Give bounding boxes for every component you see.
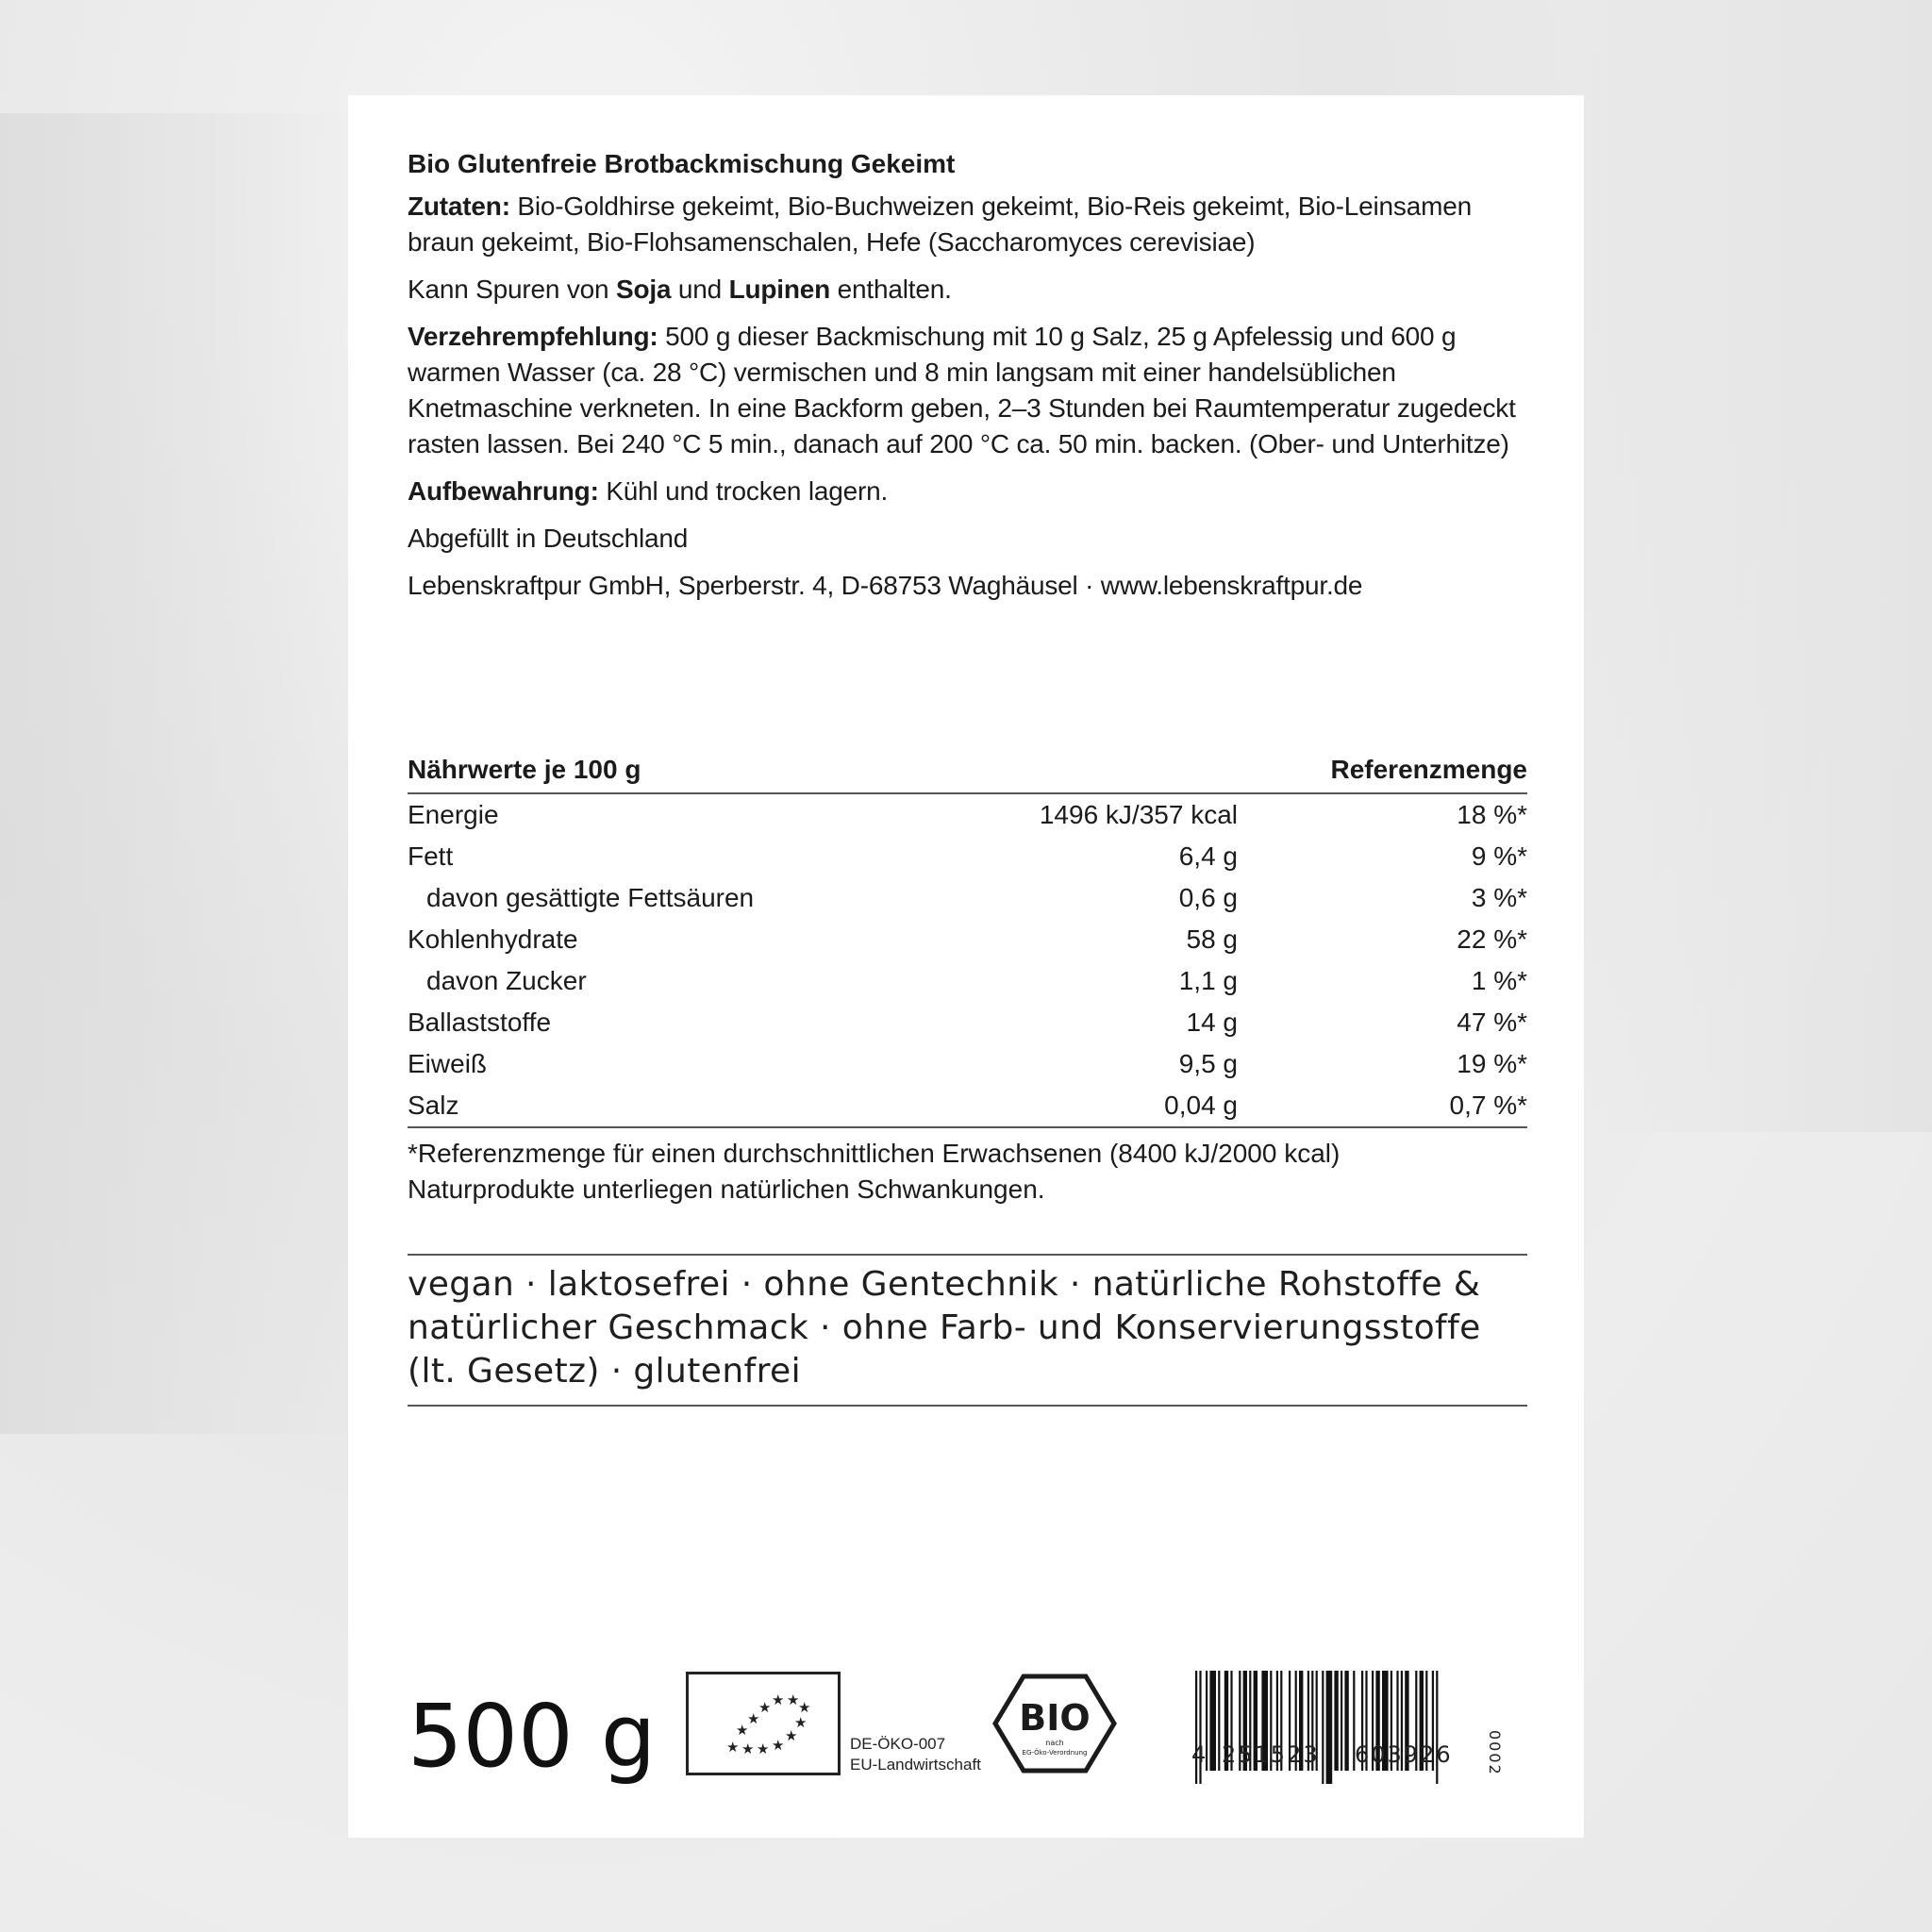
svg-text:★: ★ — [726, 1739, 740, 1756]
background-shadow — [0, 113, 358, 1434]
barcode-bar — [1341, 1671, 1342, 1771]
storage — [408, 474, 1530, 509]
barcode-bar — [1326, 1671, 1333, 1784]
barcode-bar — [1209, 1671, 1216, 1771]
barcode-bar — [1334, 1671, 1338, 1771]
nutrient-name: Kohlenhydrate — [408, 924, 578, 954]
svg-text:★: ★ — [772, 1691, 785, 1708]
eu-agriculture-origin: EU-Landwirtschaft — [850, 1756, 981, 1774]
recommendation — [408, 319, 1530, 462]
nutrient-name: Salz — [408, 1091, 459, 1120]
svg-text:★: ★ — [794, 1714, 808, 1731]
label-text-block — [408, 146, 1530, 615]
table-row — [408, 1043, 1527, 1085]
nutrient-name: Fett — [408, 841, 454, 871]
nutrient-reference: 47 %* — [1457, 1008, 1527, 1037]
traces-notice — [408, 272, 1530, 308]
nutrition-header — [408, 753, 1527, 794]
table-row — [408, 1085, 1527, 1128]
nutrient-reference: 19 %* — [1457, 1049, 1527, 1078]
nutrient-name: Energie — [408, 800, 499, 829]
storage-label: Aufbewahrung: — [408, 476, 599, 506]
nutrition-header-left: Nährwerte je 100 g — [408, 755, 641, 784]
barcode-right-digits: 603926 — [1355, 1741, 1453, 1768]
eco-control-code: DE-ÖKO-007 — [850, 1735, 946, 1753]
ingredients — [408, 189, 1530, 260]
table-row — [408, 794, 1527, 836]
table-row — [408, 836, 1527, 877]
barcode-bar — [1218, 1671, 1220, 1771]
origin-text: Abgefüllt in Deutschland — [408, 524, 689, 553]
nutrient-reference: 9 %* — [1471, 841, 1527, 871]
traces-prefix: Kann Spuren von — [408, 275, 616, 304]
recommendation-label: Verzehrempfehlung: — [408, 322, 658, 351]
eu-leaf-graphic — [689, 1674, 838, 1773]
background-shadow — [1574, 0, 1932, 1132]
table-row — [408, 960, 1527, 1002]
nutrient-value: 6,4 g — [1178, 841, 1238, 871]
table-row — [408, 919, 1527, 960]
eu-organic-code — [850, 1734, 981, 1775]
product-title: Bio Glutenfreie Brotbackmischung Gekeimt — [408, 149, 956, 178]
svg-text:★: ★ — [785, 1727, 798, 1744]
nutrient-reference: 3 %* — [1471, 883, 1527, 912]
traces-middle: und — [671, 275, 729, 304]
nutrient-value: 0,04 g — [1164, 1091, 1238, 1120]
manufacturer-address: Lebenskraftpur GmbH, Sperberstr. 4, D-68753 Waghäusel · www.lebenskraftpur.de — [408, 571, 1363, 600]
nutrient-reference: 22 %* — [1457, 924, 1527, 954]
svg-text:★: ★ — [758, 1699, 772, 1716]
svg-text:★: ★ — [772, 1737, 785, 1754]
nutrient-name: davon gesättigte Fettsäuren — [426, 883, 755, 912]
allergen-soja: Soja — [615, 275, 672, 304]
nutrient-value: 1496 kJ/357 kcal — [1039, 800, 1238, 829]
svg-text:★: ★ — [757, 1740, 770, 1757]
nutrient-reference: 1 %* — [1471, 966, 1527, 995]
svg-text:★: ★ — [798, 1699, 811, 1716]
nutrient-name: davon Zucker — [426, 966, 587, 995]
product-label — [348, 95, 1584, 1838]
table-row — [408, 877, 1527, 919]
bio-seal-graphic — [991, 1672, 1118, 1775]
svg-text:★: ★ — [736, 1722, 749, 1739]
nutrition-footnote — [408, 1136, 1527, 1208]
bio-hexagon-seal-icon — [991, 1672, 1118, 1775]
ingredients-label: Zutaten: — [408, 192, 510, 221]
nutrient-value: 14 g — [1186, 1008, 1238, 1037]
traces-suffix: enthalten. — [830, 275, 952, 304]
bio-seal-small-text: nach — [1045, 1739, 1064, 1747]
nutrition-header-right: Referenzmenge — [1330, 755, 1527, 784]
footnote-variation: Naturprodukte unterliegen natürlichen Schwankungen. — [408, 1174, 1045, 1204]
ingredients-text: Bio-Goldhirse gekeimt, Bio-Buchweizen gekeimt, Bio-Reis gekeimt, Bio-Leinsamen braun gekeimt, Bio-Flohsamenschalen, Hefe (Saccharomyces cerevisiae) — [408, 192, 1472, 257]
eu-organic-leaf-icon — [686, 1672, 841, 1775]
barcode-bar — [1344, 1671, 1348, 1771]
bio-seal-regulation: EG-Öko-Verordnung — [1022, 1749, 1088, 1757]
nutrient-value: 1,1 g — [1178, 966, 1238, 995]
bio-seal-text: BIO — [1019, 1697, 1091, 1739]
footnote-reference: *Referenzmenge für einen durchschnittlichen Erwachsenen (8400 kJ/2000 kcal) — [408, 1139, 1341, 1168]
barcode-addon-digits: 0002 — [1486, 1730, 1504, 1776]
product-claims: vegan · laktosefrei · ohne Gentechnik · natürliche Rohstoffe & natürlicher Geschmack · ohne Farb- und Konservierungsstoffe (lt. Gesetz) · glutenfrei — [408, 1254, 1527, 1407]
nutrient-reference: 18 %* — [1457, 800, 1527, 829]
table-row — [408, 1002, 1527, 1043]
svg-text:★: ★ — [787, 1691, 800, 1708]
storage-text: Kühl und trocken lagern. — [606, 476, 889, 506]
net-weight: 500 g — [408, 1686, 657, 1787]
nutrient-reference: 0,7 %* — [1449, 1091, 1527, 1120]
barcode-first-digit: 4 — [1191, 1741, 1208, 1768]
nutrient-value: 9,5 g — [1178, 1049, 1238, 1078]
nutrient-name: Ballaststoffe — [408, 1008, 552, 1037]
svg-text:★: ★ — [747, 1710, 760, 1727]
nutrient-value: 0,6 g — [1178, 883, 1238, 912]
barcode-left-digits: 251523 — [1222, 1741, 1320, 1768]
allergen-lupinen: Lupinen — [728, 275, 831, 304]
barcode-bar — [1322, 1671, 1324, 1784]
svg-text:★: ★ — [741, 1740, 755, 1757]
nutrient-value: 58 g — [1186, 924, 1238, 954]
nutrient-name: Eiweiß — [408, 1049, 488, 1078]
recommendation-text: 500 g dieser Backmischung mit 10 g Salz, 25 g Apfelessig und 600 g warmen Wasser (ca. 28 °C) vermischen und 8 min langsam mit einer handelsüblichen Knetmaschine verkneten. In eine Backform geben, 2–3 Stunden bei Raumtemperatur zugedeckt rasten lassen. Bei 240 °C 5 min., danach auf 200 °C ca. 50 min. backen. (Ober- und Unterhitze) — [408, 322, 1516, 458]
nutrition-table — [408, 753, 1527, 1208]
